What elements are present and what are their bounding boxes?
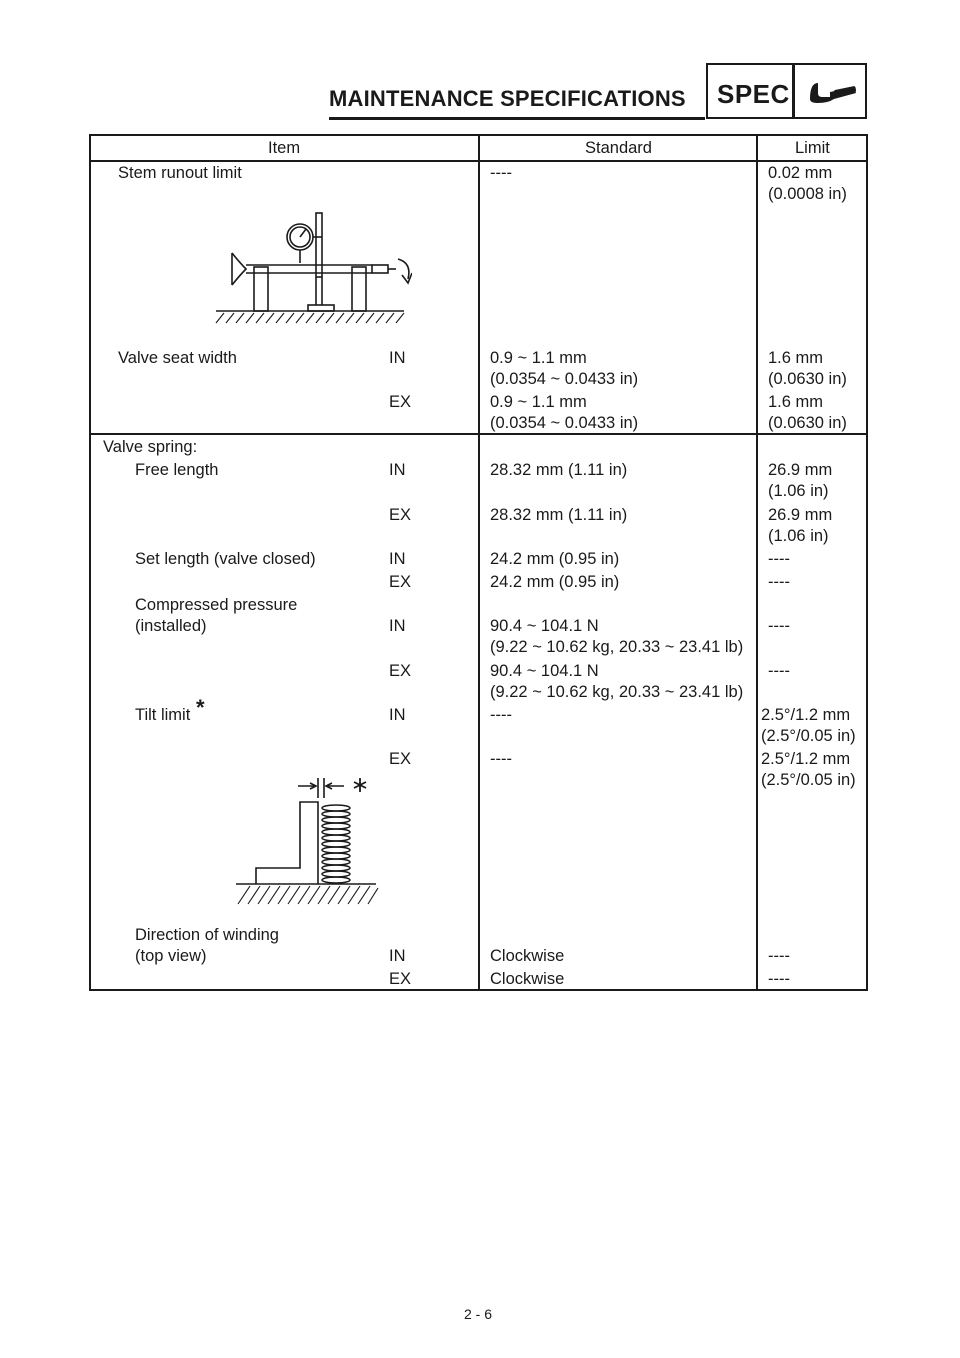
free-length-in-limit: 26.9 mm <box>768 461 833 479</box>
stem-runout-standard: ---- <box>490 164 512 182</box>
column-header-limit: Limit <box>795 139 830 157</box>
tilt-limit-in-tag: IN <box>389 706 406 724</box>
tilt-limit-in-limit-imperial: (2.5°/0.05 in) <box>761 727 856 745</box>
valve-seat-ex-standard: 0.9 ~ 1.1 mm <box>490 393 587 411</box>
compressed-pressure-in-standard: 90.4 ~ 104.1 N <box>490 617 599 635</box>
free-length-in-tag: IN <box>389 461 406 479</box>
winding-ex-standard: Clockwise <box>490 970 565 988</box>
set-length-ex-tag: EX <box>389 573 412 591</box>
compressed-pressure-ex-tag: EX <box>389 662 412 680</box>
set-length-label: Set length (valve closed) <box>135 550 316 568</box>
set-length-in-standard: 24.2 mm (0.95 in) <box>490 550 620 568</box>
valve-seat-in-standard: 0.9 ~ 1.1 mm <box>490 349 587 367</box>
page-number: 2 - 6 <box>464 1306 493 1322</box>
valve-seat-in-standard-imperial: (0.0354 ~ 0.0433 in) <box>490 370 639 388</box>
compressed-pressure-label: Compressed pressure <box>135 596 298 614</box>
valve-seat-width-label: Valve seat width <box>118 349 237 367</box>
winding-in-standard: Clockwise <box>490 947 565 965</box>
compressed-pressure-ex-limit: ---- <box>768 662 790 680</box>
free-length-ex-tag: EX <box>389 506 412 524</box>
section-label: SPEC <box>717 79 790 109</box>
tilt-limit-in-standard: ---- <box>490 706 512 724</box>
winding-ex-tag: EX <box>389 970 412 988</box>
page-title: MAINTENANCE SPECIFICATIONS <box>329 86 686 111</box>
free-length-ex-limit-imperial: (1.06 in) <box>768 527 829 545</box>
stem-runout-limit: 0.02 mm <box>768 164 833 182</box>
tilt-limit-ex-tag: EX <box>389 750 412 768</box>
valve-seat-ex-limit: 1.6 mm <box>768 393 824 411</box>
valve-seat-ex-tag: EX <box>389 393 412 411</box>
winding-label: Direction of winding <box>135 926 279 944</box>
valve-spring-heading: Valve spring: <box>103 438 198 456</box>
section-badge <box>706 63 867 119</box>
column-header-item: Item <box>268 139 301 157</box>
valve-seat-ex-standard-imperial: (0.0354 ~ 0.0433 in) <box>490 414 639 432</box>
compressed-pressure-in-limit: ---- <box>768 617 790 635</box>
compressed-pressure-label-sub: (installed) <box>135 617 207 635</box>
compressed-pressure-in-standard-imperial: (9.22 ~ 10.62 kg, 20.33 ~ 23.41 lb) <box>490 638 744 656</box>
free-length-ex-limit: 26.9 mm <box>768 506 833 524</box>
title-underline <box>329 117 705 120</box>
winding-label-sub: (top view) <box>135 947 207 965</box>
set-length-in-limit: ---- <box>768 550 790 568</box>
badge-divider <box>792 65 795 117</box>
valve-seat-in-tag: IN <box>389 349 406 367</box>
winding-in-limit: ---- <box>768 947 790 965</box>
column-header-standard: Standard <box>585 139 652 157</box>
winding-ex-limit: ---- <box>768 970 790 988</box>
valve-seat-in-limit: 1.6 mm <box>768 349 824 367</box>
set-length-in-tag: IN <box>389 550 406 568</box>
valve-seat-ex-limit-imperial: (0.0630 in) <box>768 414 847 432</box>
tilt-limit-label: Tilt limit <box>135 706 191 724</box>
compressed-pressure-ex-standard-imperial: (9.22 ~ 10.62 kg, 20.33 ~ 23.41 lb) <box>490 683 744 701</box>
free-length-in-standard: 28.32 mm (1.11 in) <box>490 461 628 479</box>
tilt-limit-ex-limit-imperial: (2.5°/0.05 in) <box>761 771 856 789</box>
tilt-limit-ex-limit: 2.5°/1.2 mm <box>761 750 851 768</box>
wrench-icon <box>804 75 860 109</box>
set-length-ex-limit: ---- <box>768 573 790 591</box>
tilt-limit-in-limit: 2.5°/1.2 mm <box>761 706 851 724</box>
free-length-label: Free length <box>135 461 219 479</box>
spring-tilt-diagram <box>234 772 380 910</box>
runout-gauge-diagram <box>212 205 412 327</box>
valve-seat-in-limit-imperial: (0.0630 in) <box>768 370 847 388</box>
column-rule-standard <box>478 135 480 990</box>
compressed-pressure-in-tag: IN <box>389 617 406 635</box>
tilt-limit-ex-standard: ---- <box>490 750 512 768</box>
free-length-ex-standard: 28.32 mm (1.11 in) <box>490 506 628 524</box>
compressed-pressure-ex-standard: 90.4 ~ 104.1 N <box>490 662 599 680</box>
tilt-limit-marker: * <box>196 695 205 720</box>
column-rule-limit <box>756 135 758 990</box>
winding-in-tag: IN <box>389 947 406 965</box>
set-length-ex-standard: 24.2 mm (0.95 in) <box>490 573 620 591</box>
stem-runout-limit-imperial: (0.0008 in) <box>768 185 847 203</box>
stem-runout-label: Stem runout limit <box>118 164 242 182</box>
free-length-in-limit-imperial: (1.06 in) <box>768 482 829 500</box>
